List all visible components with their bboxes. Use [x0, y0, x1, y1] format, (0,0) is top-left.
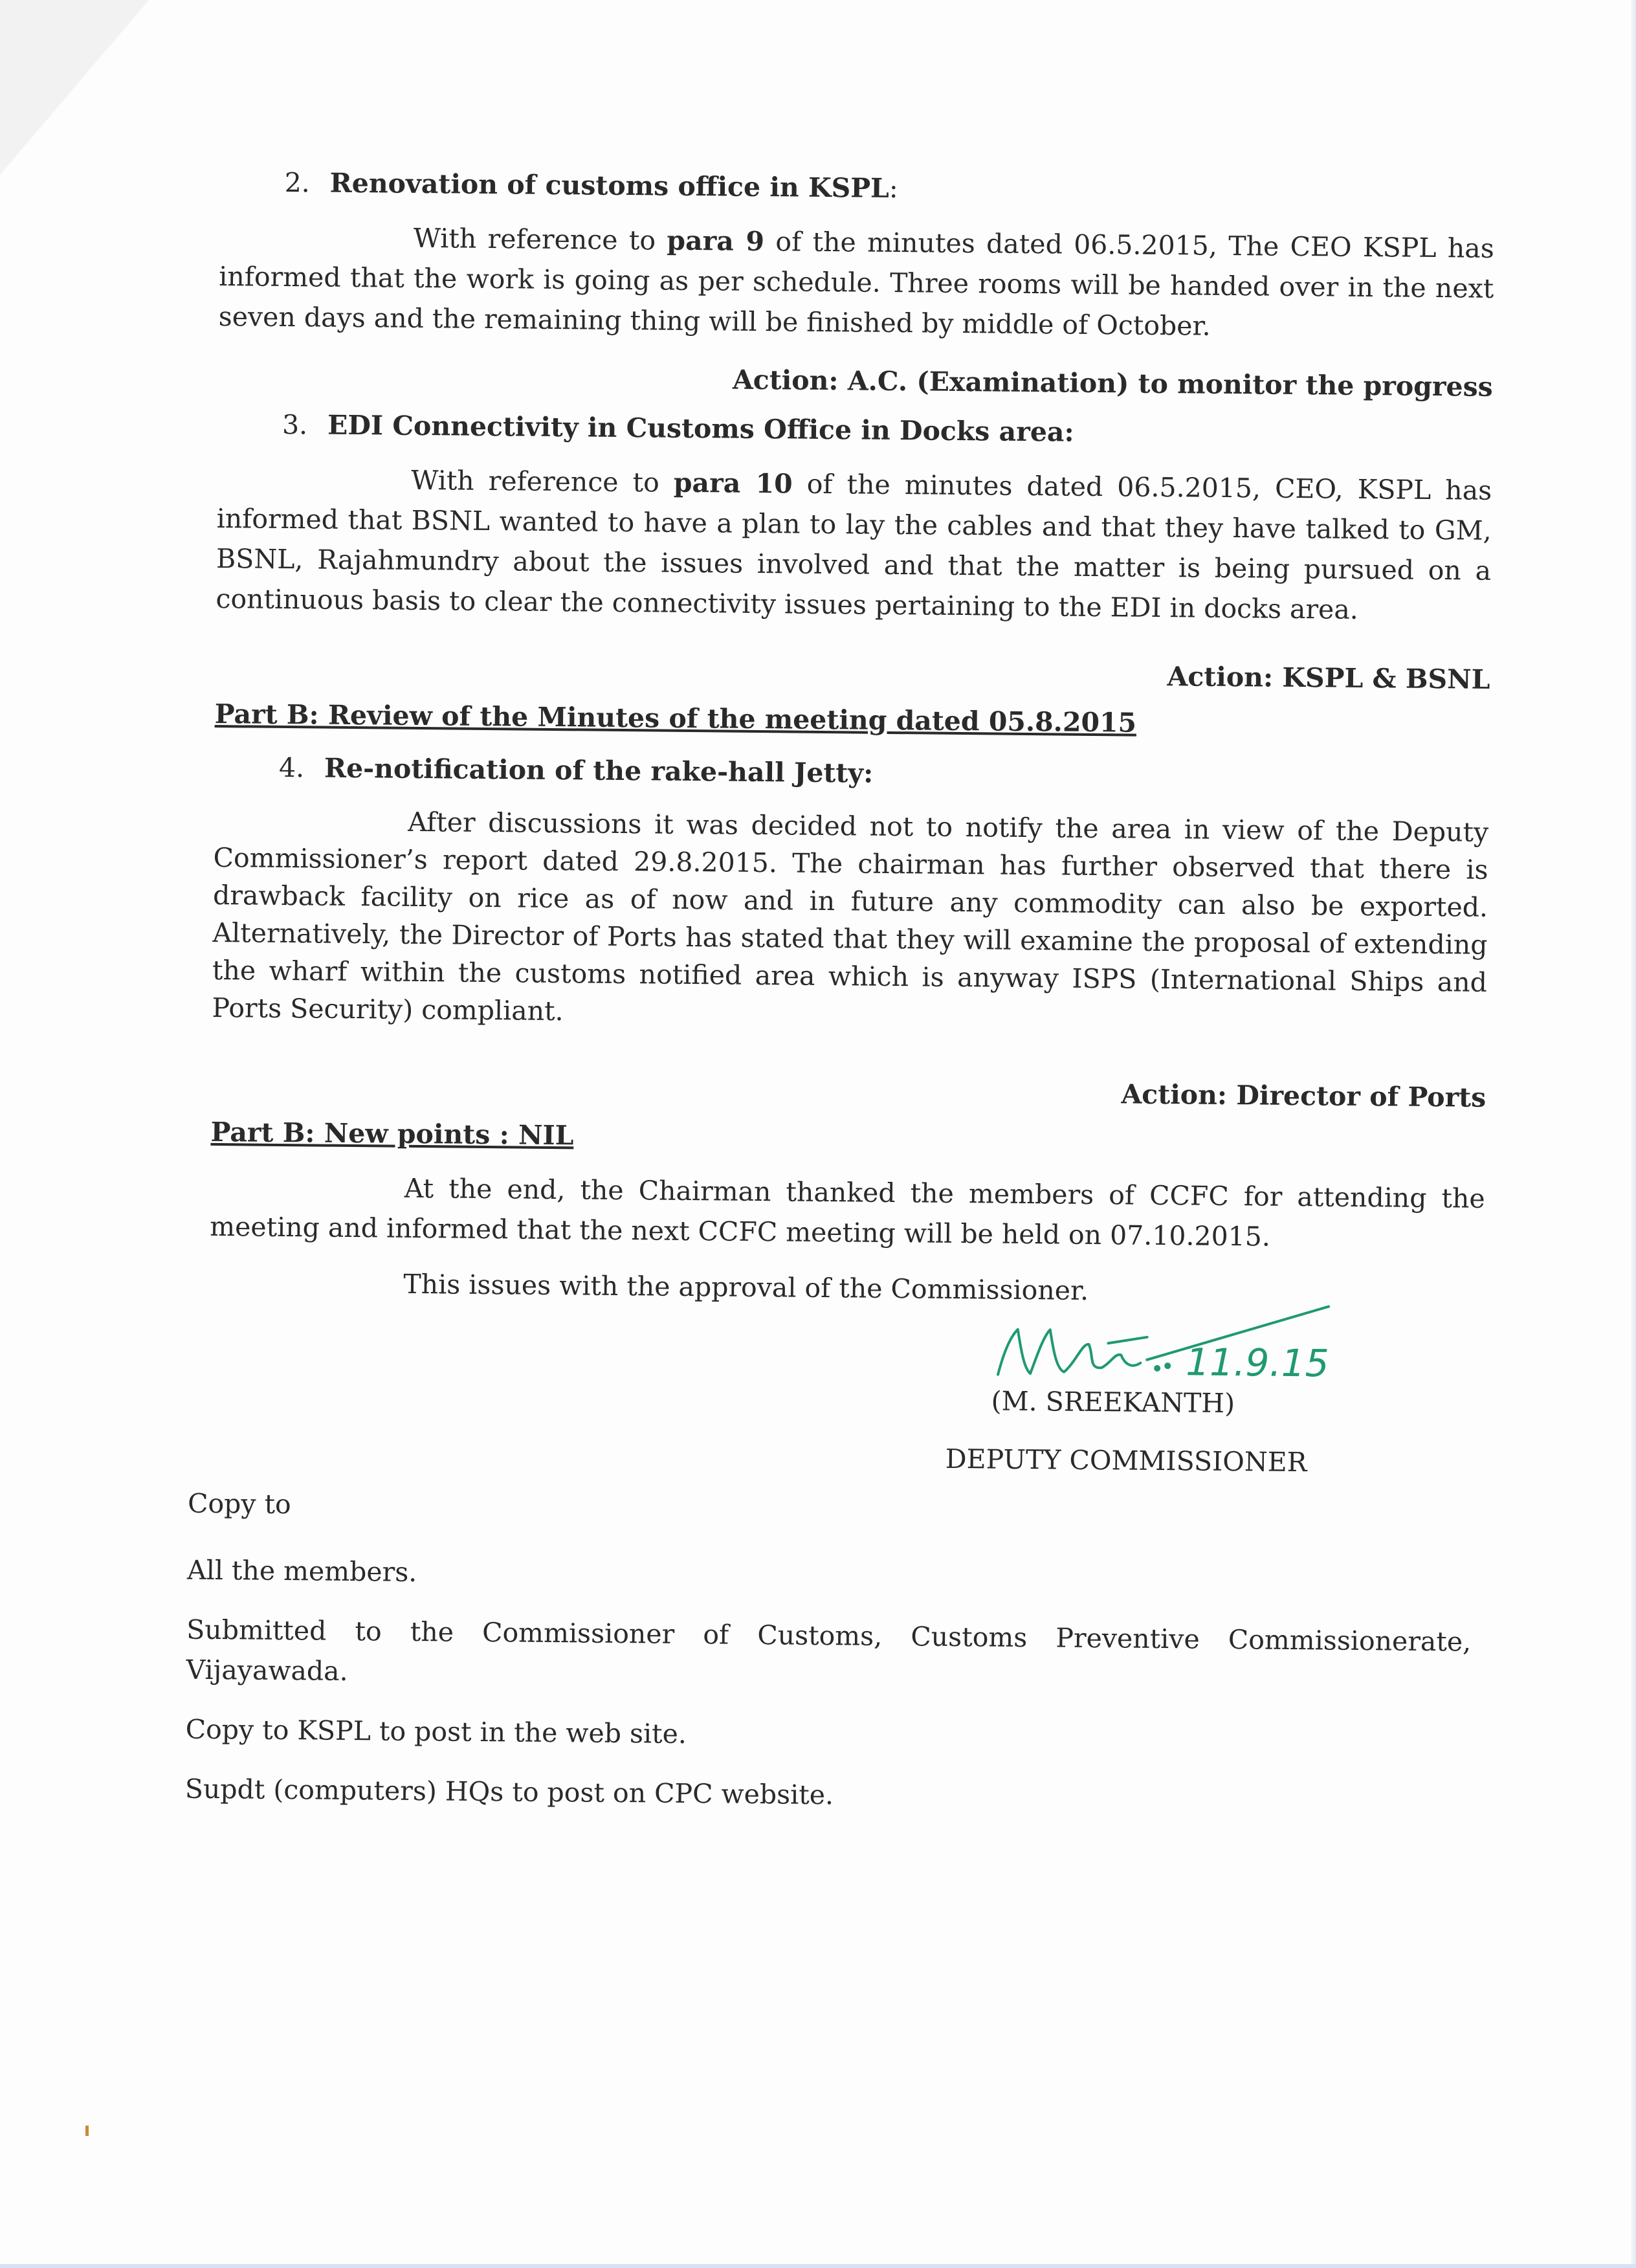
section-3-number: 3. [282, 408, 308, 441]
closing-paragraph: At the end, the Chairman thanked the members of CCFC for attending the meeting and informed that the next CCFC meeting will be held on 07.10.2015. [209, 1172, 1485, 1252]
section-4-number: 4. [278, 751, 305, 784]
signature-date: 11.9.15 [1185, 1340, 1329, 1386]
document-body [184, 162, 1495, 1821]
section-2-para-ref: para 9 [667, 225, 765, 258]
section-3-heading [282, 405, 1493, 456]
section-2-paragraph [218, 216, 1494, 349]
section-2-action: Action: A.C. (Examination) to monitor the progress [732, 364, 1493, 403]
section-3-paragraph [216, 458, 1492, 631]
section-4-paragraph: After discussions it was decided not to notify the area in view of the Deputy Commissioner’s report dated 29.8.2015. The chairman has further observed that there is drawback facility on rice as of now and in future any commodity can also be exported. Alternatively, the Director of Ports has stated that they will examine the proposal of extending the wharf within the customs notified area which is anyway ISPS (International Ships and Ports Security) compliant. [212, 806, 1489, 1027]
section-3-title: EDI Connectivity in Customs Office in Docks area: [327, 409, 1074, 448]
signature-block [207, 1315, 1483, 1496]
section-2-para-pre: With reference to [413, 222, 667, 256]
copy-line-3: Copy to KSPL to post in the web site. [185, 1713, 687, 1750]
copy-line-2: Submitted to the Commissioner of Customs, Customs Preventive Commissionerate, Vijayawada. [186, 1614, 1472, 1687]
section-2-para-post: of the minutes dated 06.5.2015, The CEO KSPL has informed that the work is going as per schedule. Three rooms will be handed over in the next seven days and the remaining thing will be finished by middle of October. [218, 226, 1495, 342]
signatory-name: (M. SREEKANTH) [991, 1385, 1235, 1419]
section-3-para-pre: With reference to [411, 464, 674, 498]
section-2-title-suffix: : [889, 172, 898, 205]
scan-edge-right [1630, 0, 1636, 2268]
copy-to-label: Copy to [187, 1487, 291, 1520]
signatory-title: DEPUTY COMMISSIONER [945, 1443, 1307, 1478]
section-4-action: Action: Director of Ports [1121, 1078, 1487, 1113]
part-b-review-heading: Part B: Review of the Minutes of the meeting dated 05.8.2015 [214, 698, 1137, 739]
section-3-action: Action: KSPL & BSNL [1167, 661, 1490, 695]
section-3-para-post: of the minutes dated 06.5.2015, CEO, KSPL has informed that BSNL wanted to have a plan to lay the cables and that they have talked to GM, BSNL, Rajahmundry about the issues involved and that the matter is being pursued on a continuous basis to clear the connectivity issues pertaining to the EDI in docks area. [216, 468, 1492, 625]
section-2-number: 2. [284, 166, 311, 199]
folded-corner [0, 0, 149, 175]
section-3-para-ref: para 10 [673, 467, 793, 500]
part-b-new-heading: Part B: New points : NIL [210, 1116, 574, 1151]
section-2-title: Renovation of customs office in KSPL [329, 167, 890, 204]
section-4-heading [279, 748, 1490, 799]
section-4-title: Re-notification of the rake-hall Jetty: [324, 752, 874, 789]
copy-line-4: Supdt (computers) HQs to post on CPC website. [184, 1773, 834, 1811]
scan-edge-bottom [0, 2264, 1636, 2268]
scan-artifact [85, 2126, 89, 2136]
approval-line: This issues with the approval of the Commissioner. [403, 1268, 1089, 1306]
copy-line-1: All the members. [186, 1554, 417, 1588]
section-2-heading [284, 162, 1495, 214]
